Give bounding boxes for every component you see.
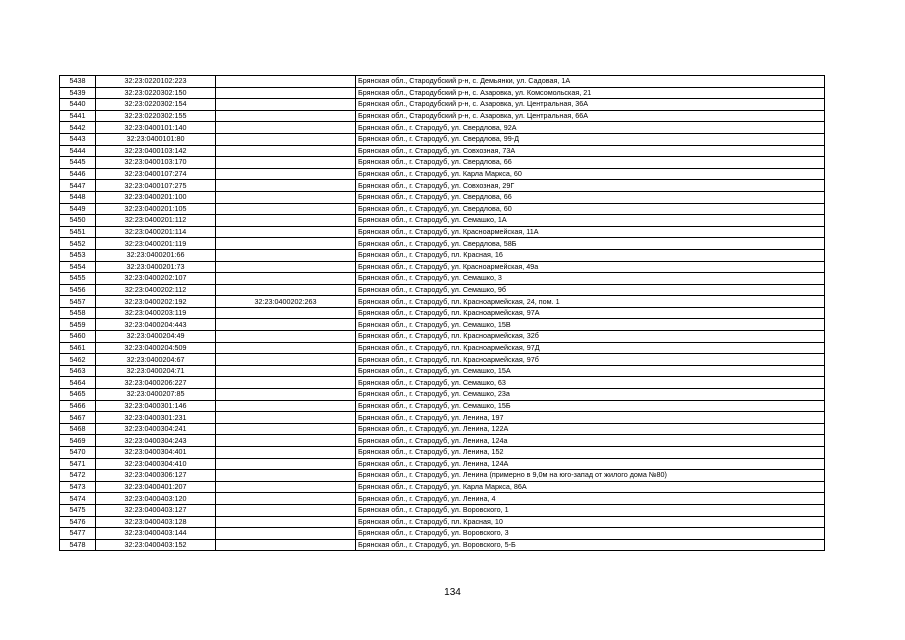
address-cell: Брянская обл., г. Стародуб, пл. Красноармейская, 97б [356, 354, 825, 366]
address-cell: Брянская обл., г. Стародуб, пл. Красная, 10 [356, 516, 825, 528]
related-cadastral-number-cell [216, 342, 356, 354]
cadastral-number-cell: 32:23:0220302:154 [96, 99, 216, 111]
cadastral-number-cell: 32:23:0400203:119 [96, 307, 216, 319]
related-cadastral-number-cell [216, 203, 356, 215]
row-number-cell: 5472 [60, 470, 96, 482]
related-cadastral-number-cell [216, 493, 356, 505]
table-row [60, 365, 825, 377]
table-row [60, 180, 825, 192]
related-cadastral-number-cell: 32:23:0400202:263 [216, 296, 356, 308]
row-number-cell: 5451 [60, 226, 96, 238]
table-row [60, 99, 825, 111]
row-number-cell: 5453 [60, 249, 96, 261]
row-number-cell: 5456 [60, 284, 96, 296]
address-cell: Брянская обл., г. Стародуб, ул. Свердлова, 66 [356, 191, 825, 203]
cadastral-number-cell: 32:23:0400101:140 [96, 122, 216, 134]
related-cadastral-number-cell [216, 458, 356, 470]
related-cadastral-number-cell [216, 470, 356, 482]
cadastral-number-cell: 32:23:0400201:105 [96, 203, 216, 215]
table-row [60, 284, 825, 296]
row-number-cell: 5438 [60, 76, 96, 88]
related-cadastral-number-cell [216, 365, 356, 377]
row-number-cell: 5471 [60, 458, 96, 470]
cadastral-number-cell: 32:23:0400103:142 [96, 145, 216, 157]
row-number-cell: 5470 [60, 447, 96, 459]
cadastral-number-cell: 32:23:0400206:227 [96, 377, 216, 389]
row-number-cell: 5466 [60, 400, 96, 412]
cadastral-number-cell: 32:23:0400204:49 [96, 331, 216, 343]
related-cadastral-number-cell [216, 133, 356, 145]
address-cell: Брянская обл., г. Стародуб, ул. Ленина, 124а [356, 435, 825, 447]
cadastral-number-cell: 32:23:0400304:401 [96, 447, 216, 459]
cadastral-number-cell: 32:23:0400202:107 [96, 273, 216, 285]
related-cadastral-number-cell [216, 145, 356, 157]
related-cadastral-number-cell [216, 331, 356, 343]
cadastral-number-cell: 32:23:0400201:119 [96, 238, 216, 250]
related-cadastral-number-cell [216, 215, 356, 227]
address-cell: Брянская обл., г. Стародуб, ул. Ленина, 124А [356, 458, 825, 470]
address-cell: Брянская обл., г. Стародуб, ул. Совхозная, 29Г [356, 180, 825, 192]
cadastral-number-cell: 32:23:0400201:114 [96, 226, 216, 238]
row-number-cell: 5450 [60, 215, 96, 227]
address-cell: Брянская обл., г. Стародуб, ул. Ленина, 122А [356, 423, 825, 435]
address-cell: Брянская обл., г. Стародуб, ул. Ленина (примерно в 9,0м на юго-запад от жилого дома №80) [356, 470, 825, 482]
related-cadastral-number-cell [216, 87, 356, 99]
table-row [60, 110, 825, 122]
row-number-cell: 5462 [60, 354, 96, 366]
address-cell: Брянская обл., г. Стародуб, ул. Совхозная, 73А [356, 145, 825, 157]
table-row [60, 249, 825, 261]
address-cell: Брянская обл., г. Стародуб, ул. Карла Маркса, 60 [356, 168, 825, 180]
cadastral-number-cell: 32:23:0400204:443 [96, 319, 216, 331]
row-number-cell: 5446 [60, 168, 96, 180]
row-number-cell: 5477 [60, 528, 96, 540]
address-cell: Брянская обл., г. Стародуб, пл. Красная, 16 [356, 249, 825, 261]
cadastral-number-cell: 32:23:0400204:67 [96, 354, 216, 366]
table-row [60, 215, 825, 227]
address-cell: Брянская обл., г. Стародуб, ул. Воровского, 3 [356, 528, 825, 540]
cadastral-number-cell: 32:23:0400204:509 [96, 342, 216, 354]
address-cell: Брянская обл., г. Стародуб, ул. Свердлова, 60 [356, 203, 825, 215]
table-row [60, 168, 825, 180]
related-cadastral-number-cell [216, 423, 356, 435]
cadastral-number-cell: 32:23:0400202:112 [96, 284, 216, 296]
table-row [60, 389, 825, 401]
row-number-cell: 5469 [60, 435, 96, 447]
address-cell: Брянская обл., г. Стародуб, ул. Ленина, 4 [356, 493, 825, 505]
address-cell: Брянская обл., г. Стародуб, ул. Семашко, 15Б [356, 400, 825, 412]
row-number-cell: 5467 [60, 412, 96, 424]
table-row [60, 493, 825, 505]
address-cell: Брянская обл., Стародубский р-н, с. Азаровка, ул. Центральная, 66А [356, 110, 825, 122]
address-cell: Брянская обл., г. Стародуб, ул. Семашко, 63 [356, 377, 825, 389]
table-row [60, 354, 825, 366]
related-cadastral-number-cell [216, 447, 356, 459]
row-number-cell: 5443 [60, 133, 96, 145]
related-cadastral-number-cell [216, 412, 356, 424]
cadastral-number-cell: 32:23:0400201:66 [96, 249, 216, 261]
table-row [60, 261, 825, 273]
related-cadastral-number-cell [216, 273, 356, 285]
cadastral-number-cell: 32:23:0400202:192 [96, 296, 216, 308]
address-cell: Брянская обл., г. Стародуб, ул. Свердлова, 58Б [356, 238, 825, 250]
cadastral-number-cell: 32:23:0400301:231 [96, 412, 216, 424]
table-row [60, 122, 825, 134]
address-cell: Брянская обл., г. Стародуб, ул. Свердлова, 66 [356, 157, 825, 169]
address-cell: Брянская обл., г. Стародуб, пл. Красноармейская, 97А [356, 307, 825, 319]
table-row [60, 133, 825, 145]
row-number-cell: 5458 [60, 307, 96, 319]
cadastral-number-cell: 32:23:0220302:155 [96, 110, 216, 122]
related-cadastral-number-cell [216, 226, 356, 238]
cadastral-number-cell: 32:23:0400304:243 [96, 435, 216, 447]
cadastral-number-cell: 32:23:0400107:275 [96, 180, 216, 192]
cadastral-number-cell: 32:23:0400107:274 [96, 168, 216, 180]
address-cell: Брянская обл., г. Стародуб, ул. Воровского, 1 [356, 504, 825, 516]
address-cell: Брянская обл., г. Стародуб, ул. Семашко, 15А [356, 365, 825, 377]
registry-table-body [60, 76, 825, 551]
row-number-cell: 5475 [60, 504, 96, 516]
table-row [60, 504, 825, 516]
cadastral-number-cell: 32:23:0400306:127 [96, 470, 216, 482]
row-number-cell: 5457 [60, 296, 96, 308]
address-cell: Брянская обл., Стародубский р-н, с. Демьянки, ул. Садовая, 1А [356, 76, 825, 88]
row-number-cell: 5447 [60, 180, 96, 192]
cadastral-number-cell: 32:23:0400304:410 [96, 458, 216, 470]
table-row [60, 273, 825, 285]
address-cell: Брянская обл., г. Стародуб, ул. Ленина, 152 [356, 447, 825, 459]
table-row [60, 203, 825, 215]
related-cadastral-number-cell [216, 191, 356, 203]
cadastral-number-cell: 32:23:0220102:223 [96, 76, 216, 88]
table-row [60, 191, 825, 203]
related-cadastral-number-cell [216, 354, 356, 366]
related-cadastral-number-cell [216, 249, 356, 261]
row-number-cell: 5455 [60, 273, 96, 285]
row-number-cell: 5468 [60, 423, 96, 435]
row-number-cell: 5445 [60, 157, 96, 169]
table-row [60, 458, 825, 470]
table-row [60, 539, 825, 551]
related-cadastral-number-cell [216, 76, 356, 88]
row-number-cell: 5463 [60, 365, 96, 377]
row-number-cell: 5473 [60, 481, 96, 493]
address-cell: Брянская обл., г. Стародуб, ул. Свердлова, 99-Д [356, 133, 825, 145]
cadastral-number-cell: 32:23:0400201:100 [96, 191, 216, 203]
row-number-cell: 5474 [60, 493, 96, 505]
address-cell: Брянская обл., г. Стародуб, ул. Свердлова, 92А [356, 122, 825, 134]
row-number-cell: 5478 [60, 539, 96, 551]
table-row [60, 412, 825, 424]
table-row [60, 145, 825, 157]
related-cadastral-number-cell [216, 389, 356, 401]
table-row [60, 377, 825, 389]
cadastral-number-cell: 32:23:0400403:128 [96, 516, 216, 528]
related-cadastral-number-cell [216, 261, 356, 273]
related-cadastral-number-cell [216, 238, 356, 250]
row-number-cell: 5461 [60, 342, 96, 354]
row-number-cell: 5439 [60, 87, 96, 99]
table-row [60, 447, 825, 459]
table-row [60, 87, 825, 99]
address-cell: Брянская обл., г. Стародуб, пл. Красноармейская, 97Д [356, 342, 825, 354]
cadastral-number-cell: 32:23:0400207:85 [96, 389, 216, 401]
table-row [60, 435, 825, 447]
related-cadastral-number-cell [216, 157, 356, 169]
table-row [60, 238, 825, 250]
address-cell: Брянская обл., г. Стародуб, ул. Воровского, 5-Б [356, 539, 825, 551]
address-cell: Брянская обл., г. Стародуб, ул. Семашко, 9б [356, 284, 825, 296]
related-cadastral-number-cell [216, 528, 356, 540]
address-cell: Брянская обл., г. Стародуб, ул. Семашко, 3 [356, 273, 825, 285]
cadastral-number-cell: 32:23:0400403:144 [96, 528, 216, 540]
table-row [60, 528, 825, 540]
related-cadastral-number-cell [216, 435, 356, 447]
cadastral-number-cell: 32:23:0400403:127 [96, 504, 216, 516]
table-row [60, 400, 825, 412]
table-row [60, 516, 825, 528]
cadastral-number-cell: 32:23:0400403:152 [96, 539, 216, 551]
address-cell: Брянская обл., г. Стародуб, ул. Ленина, 197 [356, 412, 825, 424]
row-number-cell: 5454 [60, 261, 96, 273]
row-number-cell: 5448 [60, 191, 96, 203]
related-cadastral-number-cell [216, 307, 356, 319]
cadastral-number-cell: 32:23:0400403:120 [96, 493, 216, 505]
cadastral-number-cell: 32:23:0400204:71 [96, 365, 216, 377]
address-cell: Брянская обл., Стародубский р-н, с. Азаровка, ул. Центральная, 36А [356, 99, 825, 111]
row-number-cell: 5464 [60, 377, 96, 389]
address-cell: Брянская обл., г. Стародуб, пл. Красноармейская, 24, пом. 1 [356, 296, 825, 308]
related-cadastral-number-cell [216, 110, 356, 122]
page-number: 134 [444, 587, 461, 598]
row-number-cell: 5465 [60, 389, 96, 401]
table-row [60, 481, 825, 493]
related-cadastral-number-cell [216, 539, 356, 551]
table-row [60, 319, 825, 331]
table-row [60, 342, 825, 354]
table-row [60, 296, 825, 308]
address-cell: Брянская обл., г. Стародуб, пл. Красноармейская, 32б [356, 331, 825, 343]
table-row [60, 470, 825, 482]
related-cadastral-number-cell [216, 319, 356, 331]
row-number-cell: 5441 [60, 110, 96, 122]
registry-table [59, 75, 825, 551]
table-row [60, 307, 825, 319]
cadastral-number-cell: 32:23:0400103:170 [96, 157, 216, 169]
address-cell: Брянская обл., г. Стародуб, ул. Карла Маркса, 86А [356, 481, 825, 493]
row-number-cell: 5449 [60, 203, 96, 215]
table-row [60, 157, 825, 169]
table-row [60, 226, 825, 238]
table-row [60, 423, 825, 435]
cadastral-number-cell: 32:23:0400101:80 [96, 133, 216, 145]
row-number-cell: 5476 [60, 516, 96, 528]
related-cadastral-number-cell [216, 99, 356, 111]
related-cadastral-number-cell [216, 122, 356, 134]
related-cadastral-number-cell [216, 516, 356, 528]
row-number-cell: 5452 [60, 238, 96, 250]
address-cell: Брянская обл., г. Стародуб, ул. Красноармейская, 11А [356, 226, 825, 238]
row-number-cell: 5444 [60, 145, 96, 157]
cadastral-number-cell: 32:23:0400401:207 [96, 481, 216, 493]
address-cell: Брянская обл., Стародубский р-н, с. Азаровка, ул. Комсомольская, 21 [356, 87, 825, 99]
table-row [60, 76, 825, 88]
related-cadastral-number-cell [216, 168, 356, 180]
cadastral-number-cell: 32:23:0400301:146 [96, 400, 216, 412]
address-cell: Брянская обл., г. Стародуб, ул. Семашко, 23а [356, 389, 825, 401]
related-cadastral-number-cell [216, 504, 356, 516]
cadastral-number-cell: 32:23:0400201:112 [96, 215, 216, 227]
address-cell: Брянская обл., г. Стародуб, ул. Семашко, 15В [356, 319, 825, 331]
address-cell: Брянская обл., г. Стародуб, ул. Семашко, 1А [356, 215, 825, 227]
related-cadastral-number-cell [216, 180, 356, 192]
table-row [60, 331, 825, 343]
related-cadastral-number-cell [216, 377, 356, 389]
cadastral-number-cell: 32:23:0400304:241 [96, 423, 216, 435]
row-number-cell: 5459 [60, 319, 96, 331]
related-cadastral-number-cell [216, 481, 356, 493]
related-cadastral-number-cell [216, 284, 356, 296]
cadastral-number-cell: 32:23:0220302:150 [96, 87, 216, 99]
related-cadastral-number-cell [216, 400, 356, 412]
row-number-cell: 5460 [60, 331, 96, 343]
row-number-cell: 5442 [60, 122, 96, 134]
cadastral-number-cell: 32:23:0400201:73 [96, 261, 216, 273]
address-cell: Брянская обл., г. Стародуб, ул. Красноармейская, 49а [356, 261, 825, 273]
row-number-cell: 5440 [60, 99, 96, 111]
